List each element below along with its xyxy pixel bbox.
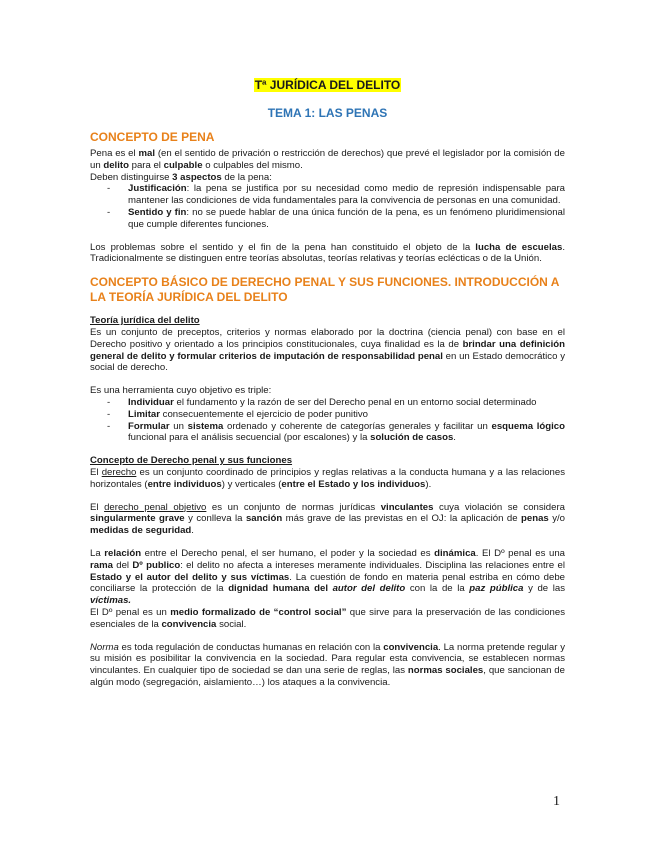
text-run: Dº publico bbox=[132, 559, 181, 571]
text-run: (en el sentido de privación o restricción de derechos) que prevé el legislador por la comisión de un bbox=[90, 148, 565, 171]
text-run: solución de casos bbox=[370, 432, 454, 444]
text-run: sistema bbox=[187, 420, 224, 432]
text-run: . bbox=[191, 525, 194, 537]
text-run: dinámica bbox=[434, 547, 476, 559]
paragraph bbox=[90, 327, 565, 374]
bullet-item bbox=[90, 183, 565, 207]
text-run: es toda regulación de conductas humanas en relación con la bbox=[118, 641, 384, 653]
text-run: en un Estado democrático y social de derecho. bbox=[90, 350, 565, 374]
text-run: ordenado y coherente de categorías generales y facilitar un bbox=[223, 420, 492, 432]
text-run: : la pena se justifica por su necesidad como medio de represión indispensable para mantener las condiciones de vida fundamentales para la convivencia de personas en una comunidad. bbox=[128, 183, 565, 207]
paragraph bbox=[90, 642, 565, 689]
paragraph bbox=[90, 148, 565, 172]
text-run: Justificación bbox=[128, 183, 187, 195]
text-run: esquema lógico bbox=[491, 420, 565, 432]
text-run: social. bbox=[216, 618, 247, 630]
tema-heading: TEMA 1: LAS PENAS bbox=[267, 106, 388, 120]
text-run: o culpables del mismo. bbox=[202, 159, 303, 171]
subheading-concepto-derecho-penal: Concepto de Derecho penal y sus funciones bbox=[90, 455, 293, 467]
bullet-item bbox=[90, 207, 565, 231]
text-run: . La norma pretende regular y su misión es posibilitar la convivencia en la sociedad. Para regular esta convivencia, se establecen normas vinculantes. En cualquier tipo de sociedad se dan una serie de reglas, las bbox=[90, 641, 565, 677]
text-run: Sentido y fin bbox=[128, 206, 187, 218]
text-run: Individuar bbox=[128, 396, 174, 408]
paragraph bbox=[90, 548, 565, 607]
text-run: 3 aspectos bbox=[172, 171, 222, 183]
text-run: brindar una definición general de delito y formular criterios de imputación de responsabilidad penal bbox=[90, 338, 565, 362]
text-run: con la de la bbox=[405, 583, 470, 595]
bullet-item bbox=[90, 397, 565, 409]
bullet-list bbox=[90, 183, 565, 230]
text-run: Estado y el autor del delito y sus víctimas bbox=[90, 571, 290, 583]
text-run: El Dº penal es un bbox=[90, 606, 171, 618]
document-title: Tª JURÍDICA DEL DELITO bbox=[254, 78, 401, 92]
text-run: ) y verticales ( bbox=[221, 478, 282, 490]
text-run: . Tradicionalmente se distinguen entre teorías absolutas, teorías relativas y teorías eclécticas o de la Unión. bbox=[90, 241, 566, 265]
text-run: que sirve para la preservación de las condiciones esenciales de la bbox=[90, 606, 565, 630]
text-run: mal bbox=[138, 148, 155, 159]
text-run: más grave de las previstas en el OJ: la aplicación de bbox=[282, 513, 522, 525]
text-run: , que sancionan de algún modo (segregación, aislamiento…) los ataques a la convivencia. bbox=[90, 665, 565, 688]
text-run: . La cuestión de fondo en materia penal estriba en cómo debe conciliarse la protección de la bbox=[90, 571, 565, 595]
text-run: consecuentemente el ejercicio de poder punitivo bbox=[160, 408, 368, 420]
text-run: vinculantes bbox=[380, 501, 434, 513]
text-run: penas bbox=[521, 513, 549, 525]
text-run: culpable bbox=[163, 159, 203, 171]
text-run: normas sociales bbox=[407, 665, 484, 677]
text-run: lucha de escuelas bbox=[475, 241, 563, 253]
paragraph bbox=[90, 467, 565, 491]
text-run: un bbox=[169, 420, 188, 432]
text-run: y de las bbox=[523, 583, 565, 595]
text-run: Los problemas sobre el sentido y el fin de la pena han constituido el objeto de la bbox=[90, 241, 476, 253]
text-run: funcional para el análisis secuencial (por escalones) y la bbox=[128, 432, 371, 444]
text-run: El bbox=[90, 466, 102, 478]
text-run: ). bbox=[425, 478, 432, 490]
subheading-teoria-juridica: Teoría jurídica del delito bbox=[90, 315, 200, 327]
text-run: sanción bbox=[245, 513, 283, 525]
paragraph bbox=[90, 172, 565, 184]
text-run: : no se puede hablar de una única función de la pena, es un fenómeno pluridimensional que cumple diferentes funciones. bbox=[128, 206, 565, 230]
text-run: rama bbox=[90, 559, 113, 571]
text-run: y/o bbox=[548, 513, 566, 525]
text-run: de la pena: bbox=[221, 171, 272, 183]
text-run: Limitar bbox=[128, 408, 160, 420]
paragraph bbox=[90, 502, 565, 537]
text-run: singularmente grave bbox=[90, 513, 185, 525]
text-run: para el bbox=[128, 159, 164, 171]
text-run: víctimas. bbox=[90, 595, 132, 607]
section-heading-derecho-penal: CONCEPTO BÁSICO DE DERECHO PENAL Y SUS FUNCIONES. INTRODUCCIÓN A LA TEORÍA JURÍDICA DEL DELITO bbox=[90, 275, 559, 305]
text-run: . El Dº penal es una bbox=[475, 547, 565, 559]
text-run: Deben distinguirse bbox=[90, 171, 173, 183]
text-run: entre el Derecho penal, el ser humano, el poder y la sociedad es bbox=[141, 547, 435, 559]
text-run: del bbox=[112, 559, 133, 571]
text-run: delito bbox=[103, 159, 129, 171]
bullet-item bbox=[90, 421, 565, 445]
page-number: 1 bbox=[553, 794, 560, 809]
text-run: La bbox=[90, 547, 105, 559]
text-run: derecho penal objetivo bbox=[104, 501, 207, 513]
text-run: Pena es el bbox=[90, 148, 139, 159]
text-run: medidas de seguridad bbox=[90, 525, 192, 537]
text-run: paz pública bbox=[469, 583, 524, 595]
bullet-list bbox=[90, 397, 565, 444]
text-run: El bbox=[90, 501, 105, 513]
section-heading-concepto-pena: CONCEPTO DE PENA bbox=[90, 130, 215, 144]
text-run: y conlleva la bbox=[184, 513, 246, 525]
text-run: cuya violación se considera bbox=[433, 501, 565, 513]
paragraph bbox=[90, 242, 565, 266]
text-run: derecho bbox=[101, 466, 137, 478]
text-run: autor del delito bbox=[332, 583, 406, 595]
text-run: . bbox=[453, 432, 456, 444]
text-run: es un conjunto de normas jurídicas bbox=[206, 501, 381, 513]
text-run: Formular bbox=[128, 420, 170, 432]
text-run: medio formalizado de “control social” bbox=[170, 606, 347, 618]
text-run: convivencia bbox=[383, 641, 439, 653]
bullet-item bbox=[90, 409, 565, 421]
text-run: : el delito no afecta a intereses meramente individuales. Disciplina las relaciones entre el bbox=[180, 559, 565, 571]
paragraph bbox=[90, 607, 565, 631]
text-run: entre individuos bbox=[147, 478, 222, 490]
text-run: Es una herramienta cuyo objetivo es triple: bbox=[90, 385, 272, 397]
text-run: es un conjunto coordinado de principios y reglas relativas a la conducta humana y a las relaciones horizontales ( bbox=[90, 466, 565, 490]
text-run: entre el Estado y los individuos bbox=[281, 478, 426, 490]
text-run: Norma bbox=[90, 641, 119, 653]
text-run: el fundamento y la razón de ser del Derecho penal en un entorno social determinado bbox=[173, 396, 537, 408]
text-run: dignidad humana del bbox=[228, 583, 333, 595]
paragraph bbox=[90, 385, 565, 397]
text-run: convivencia bbox=[161, 618, 217, 630]
document-body bbox=[90, 130, 565, 689]
text-run: relación bbox=[104, 547, 142, 559]
text-run: Es un conjunto de preceptos, criterios y normas elaborado por la doctrina (ciencia penal) con base en el Derecho positivo y orientado a los principios constitucionales, cuya finalidad es la de bbox=[90, 326, 565, 350]
